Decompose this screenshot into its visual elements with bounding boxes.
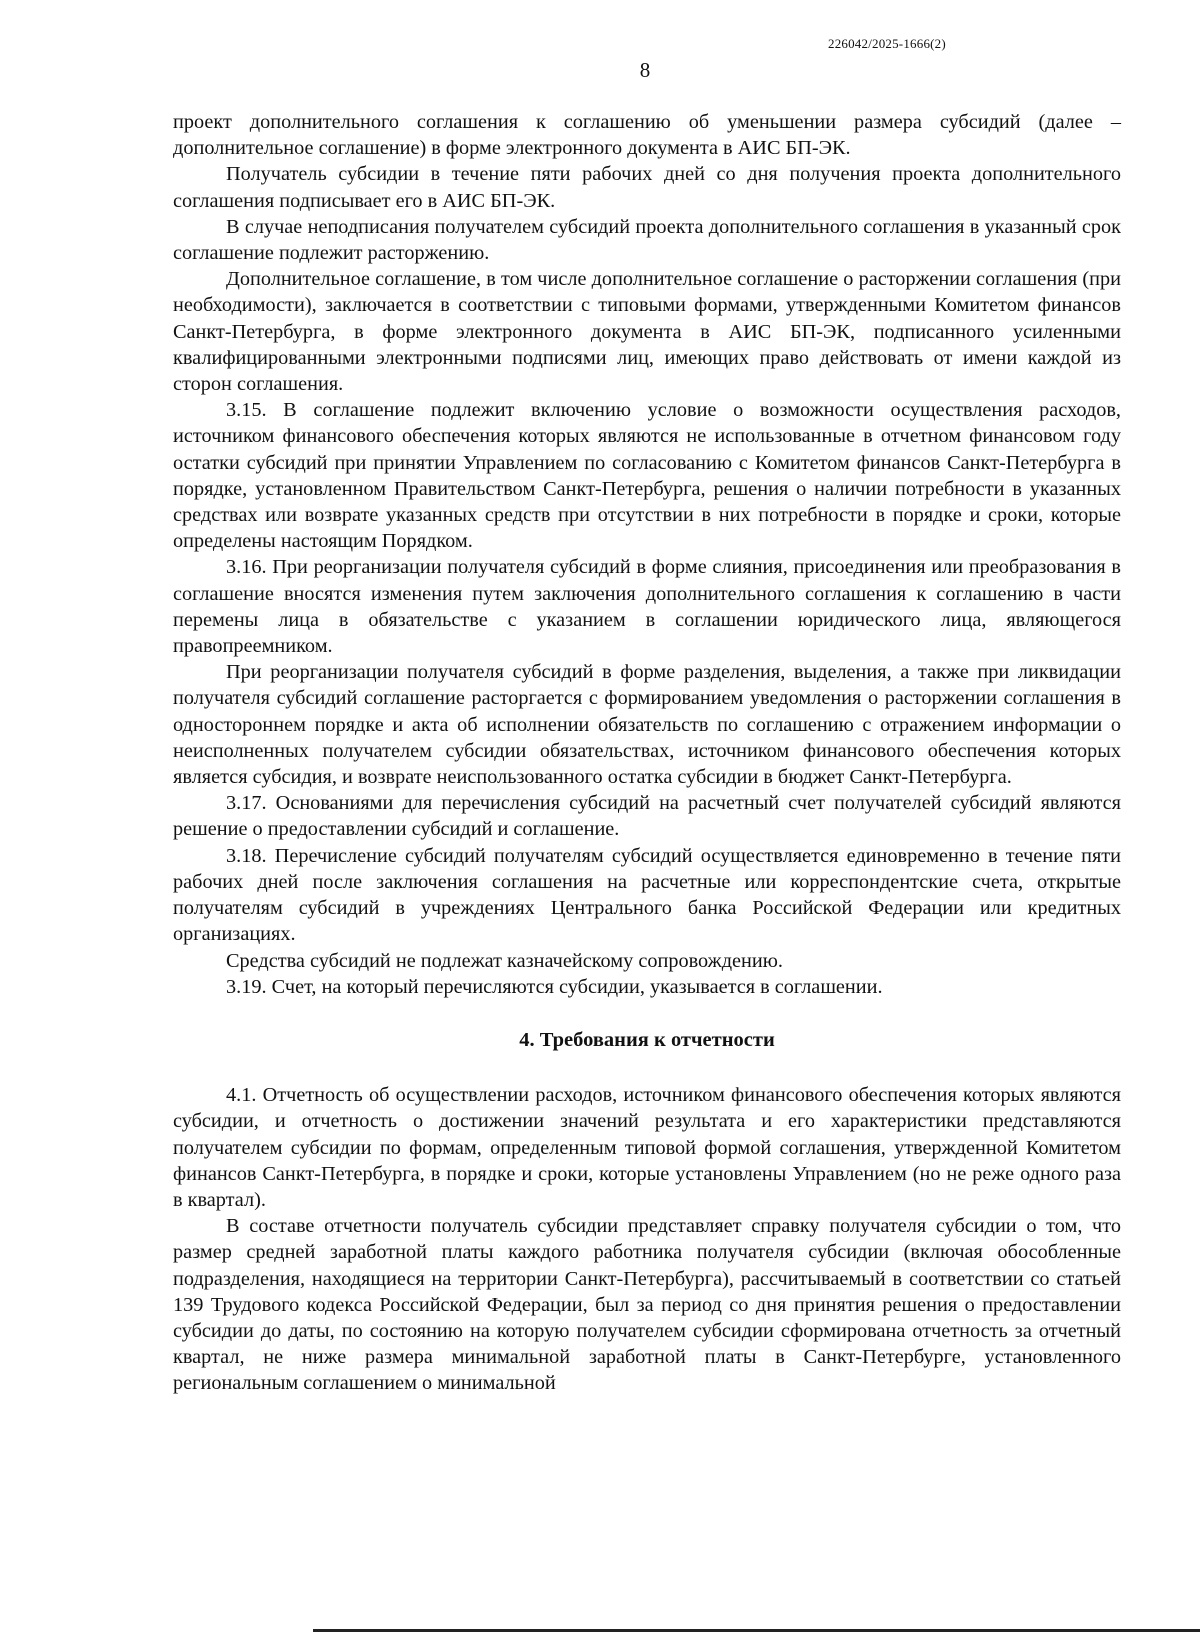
paragraph: В случае неподписания получателем субсидий проекта дополнительного соглашения в указанный срок соглашение подлежит расторжению. [173, 215, 1121, 265]
paragraph: Дополнительное соглашение, в том числе дополнительное соглашение о расторжении соглашения (при необходимости), заключается в соответствии с типовыми формами, утвержденными Комитетом финансов Санкт-Петербурга, в форме электронного документа в АИС БП-ЭК, подписанного усиленными квалифицированными электронными подписями лиц, имеющих право действовать от имени каждой из сторон соглашения. [173, 268, 1121, 396]
paragraph-continuation: проект дополнительного соглашения к соглашению об уменьшении размера субсидий (далее – дополнительное соглашение) в форме электронного документа в АИС БП-ЭК. [173, 111, 1121, 160]
document-body [173, 109, 1121, 1397]
document-id: 226042/2025-1666(2) [828, 36, 946, 51]
paragraph-3-19: 3.19. Счет, на который перечисляются субсидии, указывается в соглашении. [226, 975, 883, 998]
paragraph-3-18: 3.18. Перечисление субсидий получателям субсидий осуществляется единовременно в течение пяти рабочих дней после заключения соглашения на расчетные или корреспондентские счета, открытые получателям субсидий в учреждениях Центрального банка Российской Федерации или кредитных организациях. [173, 844, 1121, 946]
paragraph: При реорганизации получателя субсидий в форме разделения, выделения, а также при ликвидации получателя субсидий соглашение расторгается с формированием уведомления о расторжении соглашения в одностороннем порядке и акта об исполнении обязательств по соглашению с отражением информации о неисполненных получателем субсидии обязательствах, источником финансового обеспечения которых является субсидия, и возврате неиспользованного остатка субсидии в бюджет Санкт-Петербурга. [173, 661, 1121, 789]
paragraph-4-1: 4.1. Отчетность об осуществлении расходов, источником финансового обеспечения которых являются субсидии, и отчетность о достижении значений результата и его характеристики представляются получателем субсидии по формам, определенным типовой формой соглашения, утвержденной Комитетом финансов Санкт-Петербурга, в порядке и сроки, которые установлены Управлением (но не реже одного раза в квартал). [173, 1084, 1121, 1211]
bottom-scan-edge [313, 1629, 1200, 1632]
section-heading: 4. Требования к отчетности [519, 1028, 775, 1051]
paragraph-3-15: 3.15. В соглашение подлежит включению условие о возможности осуществления расходов, источником финансового обеспечения которых являются не использованные в отчетном финансовом году остатки субсидий при принятии Управлением по согласованию с Комитетом финансов Санкт-Петербурга в порядке, установленном Правительством Санкт-Петербурга, решения о наличии потребности в указанных средствах или возврате указанных средств при отсутствии в них потребности в порядке и сроки, которые определены настоящим Порядком. [173, 399, 1121, 553]
paragraph: Средства субсидий не подлежат казначейскому сопровождению. [226, 949, 783, 972]
paragraph: Получатель субсидии в течение пяти рабочих дней со дня получения проекта дополнительного соглашения подписывает его в АИС БП-ЭК. [173, 163, 1121, 212]
page-number: 8 [639, 58, 651, 82]
paragraph-3-17: 3.17. Основаниями для перечисления субсидий на расчетный счет получателей субсидий являются решение о предоставлении субсидий и соглашение. [173, 792, 1121, 841]
paragraph: В составе отчетности получатель субсидии представляет справку получателя субсидии о том, что размер средней заработной платы каждого работника получателя субсидии (включая обособленные подразделения, находящиеся на территории Санкт-Петербурга), рассчитываемый в соответствии со статьей 139 Трудового кодекса Российской Федерации, был за период со дня принятия решения о предоставлении субсидии до даты, по состоянию на которую получателем субсидии сформирована отчетность за отчетный квартал, не ниже размера минимальной заработной платы в Санкт-Петербурге, установленного региональным соглашением о минимальной [173, 1215, 1121, 1395]
paragraph-3-16: 3.16. При реорганизации получателя субсидий в форме слияния, присоединения или преобразования в соглашение вносятся изменения путем заключения дополнительного соглашения к соглашению в части перемены лица в обязательстве с указанием в соглашении юридического лица, являющегося правопреемником. [173, 556, 1121, 658]
